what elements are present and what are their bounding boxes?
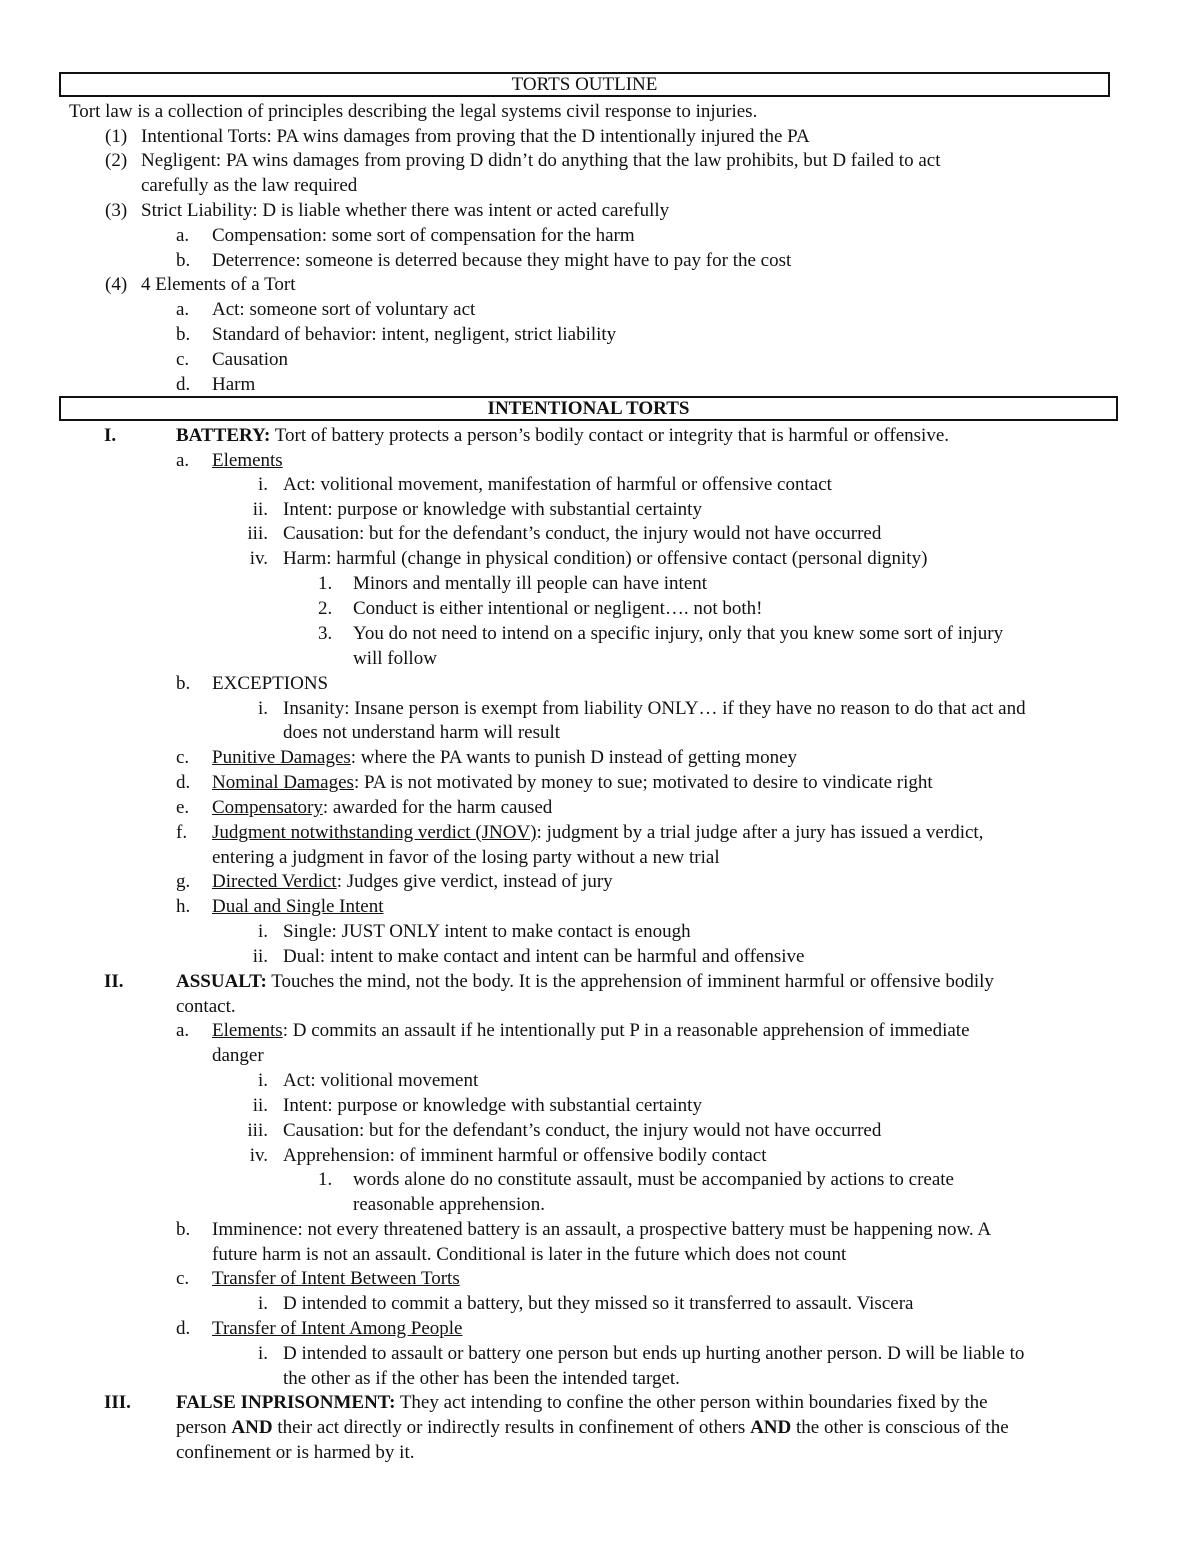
false-imprisonment-text: They act intending to confine the other person within boundaries fixed by the (395, 1392, 988, 1413)
roman-marker: iv. (249, 1145, 268, 1166)
assault-elements-label: Elements (212, 1020, 283, 1041)
title-box (59, 72, 1110, 97)
sub-marker: b. (176, 324, 191, 345)
number-marker: 3. (318, 623, 333, 644)
roman-marker: ii. (252, 499, 268, 520)
sub-marker: b. (176, 1219, 191, 1240)
element-item: Intent: purpose or knowledge with substantial certainty (283, 1095, 702, 1116)
term-label: Nominal Damages (212, 772, 354, 793)
term-item (212, 770, 933, 795)
roman-marker: iii. (247, 523, 268, 544)
sub-marker: c. (176, 1268, 190, 1289)
element-item: Apprehension: of imminent harmful or offensive bodily contact (283, 1145, 767, 1166)
list-item: Strict Liability: D is liable whether there was intent or acted carefully (141, 200, 670, 221)
sub-item: Causation (212, 349, 288, 370)
sub-marker: a. (176, 450, 190, 471)
term-text: : where the PA wants to punish D instead of getting money (350, 747, 798, 768)
term-text: : judgment by a trial judge after a jury has issued a verdict, (536, 822, 984, 843)
term-label: Punitive Damages (212, 747, 351, 768)
false-imprisonment-line-2 (176, 1415, 1009, 1440)
roman-marker: i. (257, 474, 268, 495)
sub-marker: d. (176, 374, 191, 395)
term-item (212, 894, 384, 919)
assault-heading: ASSUALT: (176, 971, 267, 992)
exception-item: Insanity: Insane person is exempt from liability ONLY… if they have no reason to do that act and (283, 698, 1026, 719)
transfer-people-label: Transfer of Intent Among People (212, 1318, 463, 1339)
section-numeral: II. (104, 971, 124, 992)
transfer-torts-item: D intended to commit a battery, but they missed so it transferred to assault. Viscera (283, 1293, 914, 1314)
sub-item: Harm (212, 374, 256, 395)
page-title: TORTS OUTLINE (511, 74, 658, 95)
exceptions-label: EXCEPTIONS (212, 673, 329, 694)
sub-marker: a. (176, 225, 190, 246)
list-item: Negligent: PA wins damages from proving D didn’t do anything that the law prohibits, but D failed to act (141, 150, 941, 171)
harm-note: You do not need to intend on a specific injury, only that you knew some sort of injury (353, 623, 1004, 644)
roman-marker: iv. (249, 548, 268, 569)
false-imprisonment-text: person (176, 1417, 232, 1438)
roman-marker: ii. (252, 1095, 268, 1116)
imminence-text: Imminence: not every threatened battery is an assault, a prospective battery must be happening now. A (212, 1219, 992, 1240)
term-text: : awarded for the harm caused (322, 797, 553, 818)
apprehension-note: words alone do no constitute assault, must be accompanied by actions to create (353, 1169, 954, 1190)
sub-marker: e. (176, 797, 190, 818)
sub-item: Act: someone sort of voluntary act (212, 299, 476, 320)
roman-marker: i. (257, 1343, 268, 1364)
term-text: : Judges give verdict, instead of jury (336, 871, 613, 892)
battery-heading: BATTERY: (176, 425, 271, 446)
sub-marker: a. (176, 1020, 190, 1041)
intro-text: Tort law is a collection of principles describing the legal systems civil response to injuries. (69, 101, 758, 122)
false-imprisonment-text: the other is conscious of the (791, 1417, 1009, 1438)
list-item: 4 Elements of a Tort (141, 274, 296, 295)
intent-item: Dual: intent to make contact and intent can be harmful and offensive (283, 946, 805, 967)
list-marker: (2) (105, 150, 128, 171)
list-marker: (4) (105, 274, 128, 295)
battery-text: Tort of battery protects a person’s bodily contact or integrity that is harmful or offensive. (270, 425, 950, 446)
false-imprisonment-line-3: confinement or is harmed by it. (176, 1442, 415, 1463)
sub-item: Deterrence: someone is deterred because they might have to pay for the cost (212, 250, 792, 271)
term-label: Dual and Single Intent (212, 896, 384, 917)
roman-marker: i. (257, 1070, 268, 1091)
roman-marker: i. (257, 921, 268, 942)
section-title: INTENTIONAL TORTS (487, 398, 690, 419)
false-imprisonment-text: their act directly or indirectly results in confinement of others (272, 1417, 751, 1438)
list-item: Intentional Torts: PA wins damages from proving that the D intentionally injured the PA (141, 126, 810, 147)
list-marker: (1) (105, 126, 128, 147)
term-item (212, 795, 552, 820)
section-numeral: I. (104, 425, 117, 446)
false-imprisonment-heading: FALSE INPRISONMENT: (176, 1392, 396, 1413)
list-marker: (3) (105, 200, 128, 221)
sub-item: Compensation: some sort of compensation for the harm (212, 225, 635, 246)
sub-marker: h. (176, 896, 191, 917)
intent-item: Single: JUST ONLY intent to make contact is enough (283, 921, 691, 942)
and-emphasis: AND (750, 1417, 792, 1438)
roman-marker: i. (257, 698, 268, 719)
transfer-torts-label: Transfer of Intent Between Torts (212, 1268, 460, 1289)
transfer-people-item-cont: the other as if the other has been the intended target. (283, 1368, 680, 1389)
element-item: Causation: but for the defendant’s conduct, the injury would not have occurred (283, 1120, 882, 1141)
transfer-people-item: D intended to assault or battery one person but ends up hurting another person. D will be liable to (283, 1343, 1025, 1364)
sub-marker: d. (176, 772, 191, 793)
sub-marker: b. (176, 673, 191, 694)
assault-elements-line (212, 1018, 970, 1043)
element-item: Intent: purpose or knowledge with substantial certainty (283, 499, 702, 520)
roman-marker: ii. (252, 946, 268, 967)
sub-marker: b. (176, 250, 191, 271)
element-item: Causation: but for the defendant’s conduct, the injury would not have occurred (283, 523, 882, 544)
battery-elements-label: Elements (212, 450, 283, 471)
roman-marker: i. (257, 1293, 268, 1314)
sub-marker: c. (176, 349, 190, 370)
sub-item: Standard of behavior: intent, negligent, strict liability (212, 324, 617, 345)
sub-marker: d. (176, 1318, 191, 1339)
imminence-text-cont: future harm is not an assault. Conditional is later in the future which does not count (212, 1244, 847, 1265)
false-imprisonment-line (176, 1390, 988, 1415)
sub-marker: f. (176, 822, 188, 843)
section-numeral: III. (104, 1392, 131, 1413)
harm-note: Minors and mentally ill people can have intent (353, 573, 708, 594)
number-marker: 1. (318, 573, 333, 594)
term-label: Judgment notwithstanding verdict (JNOV) (212, 822, 537, 843)
apprehension-note-cont: reasonable apprehension. (353, 1194, 546, 1215)
roman-marker: iii. (247, 1120, 268, 1141)
term-item (212, 745, 797, 770)
term-item (212, 869, 613, 894)
number-marker: 1. (318, 1169, 333, 1190)
term-item-cont: entering a judgment in favor of the losing party without a new trial (212, 847, 720, 868)
term-label: Compensatory (212, 797, 323, 818)
element-item: Act: volitional movement (283, 1070, 479, 1091)
section-title-box (59, 396, 1118, 421)
term-item (212, 820, 983, 845)
term-text: : PA is not motivated by money to sue; motivated to desire to vindicate right (353, 772, 933, 793)
assault-elements-cont: danger (212, 1045, 264, 1066)
assault-text-cont: contact. (176, 996, 236, 1017)
assault-elements-text: : D commits an assault if he intentionally put P in a reasonable apprehension of immediate (282, 1020, 970, 1041)
exception-item-cont: does not understand harm will result (283, 722, 561, 743)
list-item-cont: carefully as the law required (141, 175, 358, 196)
assault-heading-line (176, 969, 994, 994)
sub-marker: c. (176, 747, 190, 768)
and-emphasis: AND (231, 1417, 273, 1438)
element-item: Harm: harmful (change in physical condition) or offensive contact (personal dignity) (283, 548, 928, 569)
sub-marker: g. (176, 871, 191, 892)
sub-marker: a. (176, 299, 190, 320)
harm-note-cont: will follow (353, 648, 437, 669)
element-item: Act: volitional movement, manifestation of harmful or offensive contact (283, 474, 832, 495)
number-marker: 2. (318, 598, 333, 619)
battery-heading-line (176, 423, 949, 448)
assault-text: Touches the mind, not the body. It is the apprehension of imminent harmful or offensive bodily (266, 971, 994, 992)
harm-note: Conduct is either intentional or negligent…. not both! (353, 598, 763, 619)
term-label: Directed Verdict (212, 871, 337, 892)
